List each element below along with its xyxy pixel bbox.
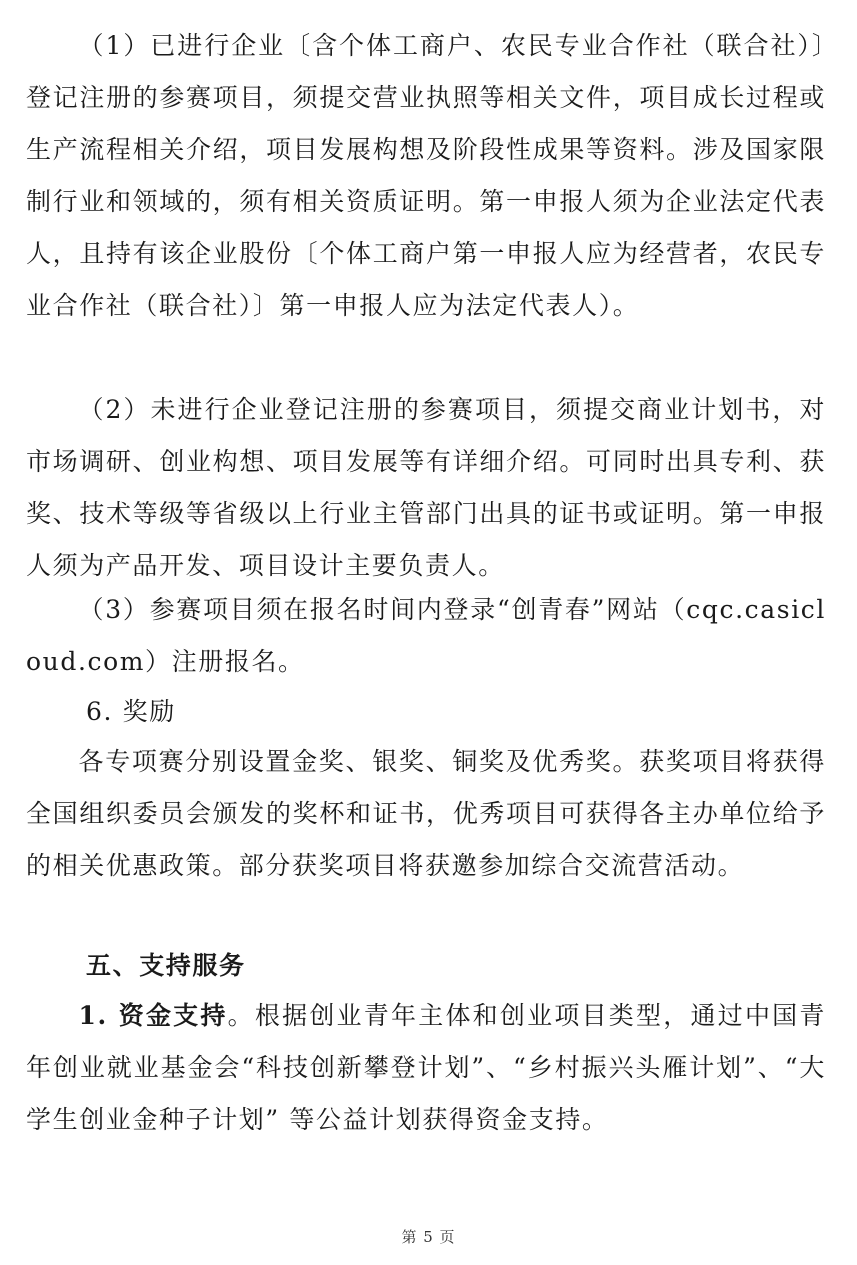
funding-support-lead: 1. 资金支持 [78, 1001, 228, 1030]
paragraph-registered-projects: （1）已进行企业〔含个体工商户、农民专业合作社（联合社）〕登记注册的参赛项目，须提交营业执照等相关文件，项目成长过程或生产流程相关介绍，项目发展构想及阶段性成果等资料。涉及国家限制行业和领域的，须有相关资质证明。第一申报人须为企业法定代表人，且持有该企业股份〔个体工商户第一申报人应为经营者，农民专业合作社（联合社）〕第一申报人应为法定代表人）。 [26, 31, 826, 320]
page-number: 第 5 页 [401, 1228, 456, 1246]
funding-support-text: 。根据创业青年主体和创业项目类型，通过中国青年创业就业基金会“科技创新攀登计划”、“乡村振兴头雁计划”、“大学生创业金种子计划” 等公益计划获得资金支持。 [26, 1001, 826, 1134]
section-heading-awards [86, 686, 176, 738]
section-heading-awards-text: 6. 奖励 [86, 697, 176, 726]
paragraph-online-registration: （3）参赛项目须在报名时间内登录“创青春”网站（cqc.casicloud.com）注册报名。 [26, 595, 826, 676]
section-heading-support-services: 五、支持服务 [86, 951, 246, 980]
paragraph-unregistered-projects: （2）未进行企业登记注册的参赛项目，须提交商业计划书，对市场调研、创业构想、项目发展等有详细介绍。可同时出具专利、获奖、技术等级等省级以上行业主管部门出具的证书或证明。第一申报人须为产品开发、项目设计主要负责人。 [26, 395, 826, 580]
paragraph-awards: 各专项赛分别设置金奖、银奖、铜奖及优秀奖。获奖项目将获得全国组织委员会颁发的奖杯和证书，优秀项目可获得各主办单位给予的相关优惠政策。部分获奖项目将获邀参加综合交流营活动。 [26, 747, 826, 880]
paragraph-funding-support [26, 990, 826, 1146]
